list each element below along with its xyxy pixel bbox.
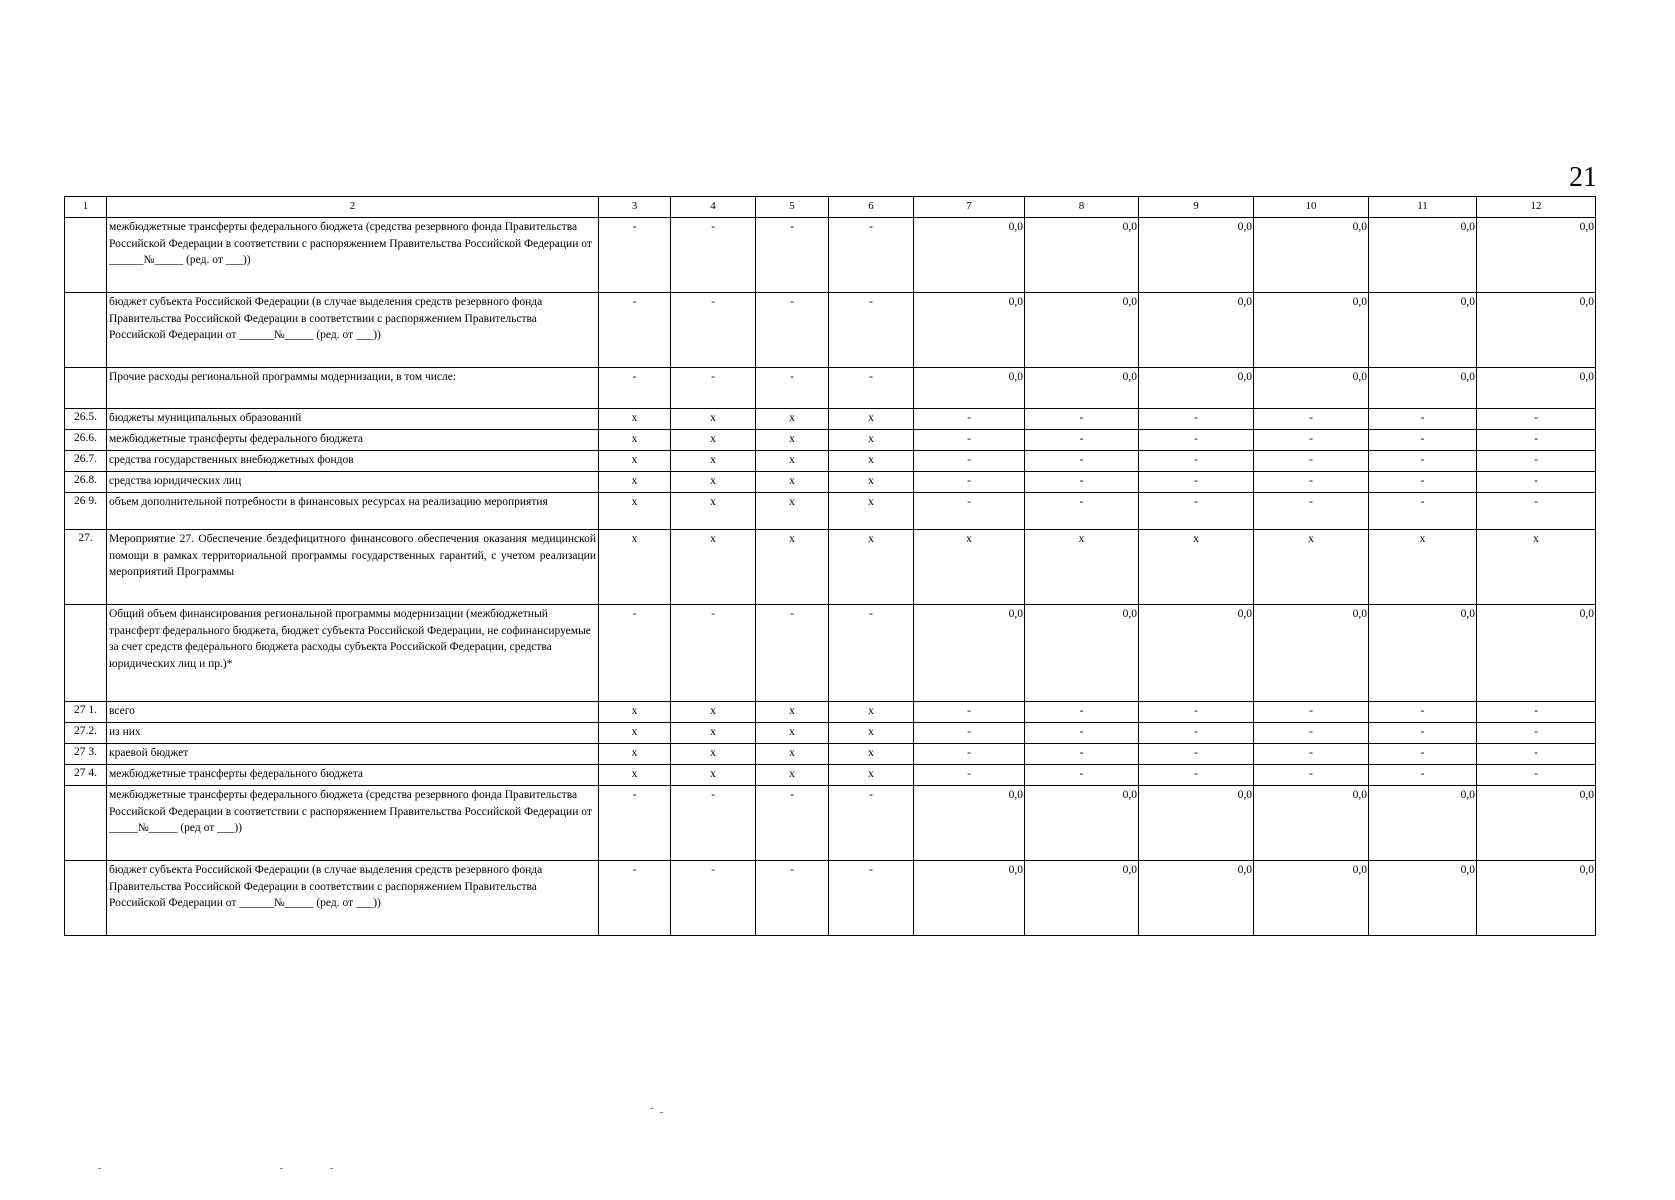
table-row	[65, 723, 1596, 744]
column-header: 12	[1477, 197, 1596, 218]
row-number: 27 3.	[65, 744, 107, 765]
cell-value: 0,0	[1254, 293, 1369, 368]
row-name: объем дополнительной потребности в финансовых ресурсах на реализацию мероприятия	[107, 493, 599, 530]
cell-value: -	[599, 218, 671, 293]
row-number: 26 9.	[65, 493, 107, 530]
cell-value: x	[599, 472, 671, 493]
scan-artifact	[330, 1168, 333, 1169]
cell-value: -	[914, 472, 1025, 493]
cell-value: 0,0	[1254, 368, 1369, 409]
cell-value: x	[829, 765, 914, 786]
cell-value: -	[671, 218, 756, 293]
cell-value: -	[1254, 409, 1369, 430]
cell-value: -	[914, 723, 1025, 744]
cell-value: -	[1477, 723, 1596, 744]
table-row	[65, 451, 1596, 472]
cell-value: -	[1477, 430, 1596, 451]
cell-value: x	[756, 765, 829, 786]
cell-value: x	[756, 451, 829, 472]
row-name: бюджеты муниципальных образований	[107, 409, 599, 430]
row-number: 27.	[65, 530, 107, 605]
row-number: 26.7.	[65, 451, 107, 472]
cell-value: x	[1477, 530, 1596, 605]
cell-value: x	[671, 451, 756, 472]
cell-value: x	[829, 430, 914, 451]
cell-value: -	[914, 765, 1025, 786]
cell-value: -	[914, 430, 1025, 451]
cell-value: x	[1139, 530, 1254, 605]
cell-value: x	[756, 723, 829, 744]
cell-value: -	[671, 293, 756, 368]
table-row	[65, 786, 1596, 861]
cell-value: -	[1477, 702, 1596, 723]
cell-value: x	[599, 493, 671, 530]
cell-value: -	[1025, 451, 1139, 472]
cell-value: -	[1025, 744, 1139, 765]
cell-value: -	[1477, 765, 1596, 786]
cell-value: 0,0	[1477, 368, 1596, 409]
row-name: всего	[107, 702, 599, 723]
row-name: межбюджетные трансферты федерального бюджета (средства резервного фонда Правительства Российской Федерации в соответствии с распоряжением Правительства Российской Федерации от ______№_____ (ред. от ___))	[107, 218, 599, 293]
cell-value: x	[671, 493, 756, 530]
cell-value: x	[829, 451, 914, 472]
cell-value: 0,0	[1369, 218, 1477, 293]
cell-value: -	[1139, 744, 1254, 765]
column-header: 5	[756, 197, 829, 218]
row-name: средства юридических лиц	[107, 472, 599, 493]
cell-value: 0,0	[1025, 605, 1139, 702]
cell-value: -	[1025, 723, 1139, 744]
row-name: бюджет субъекта Российской Федерации (в случае выделения средств резервного фонда Правительства Российской Федерации в соответствии с распоряжением Правительства Российской Федерации от ______№_____ (ред. от ___))	[107, 861, 599, 936]
cell-value: -	[1139, 409, 1254, 430]
cell-value: -	[829, 368, 914, 409]
cell-value: x	[829, 723, 914, 744]
row-number	[65, 605, 107, 702]
column-header: 6	[829, 197, 914, 218]
cell-value: 0,0	[1139, 293, 1254, 368]
cell-value: x	[829, 493, 914, 530]
table-row	[65, 293, 1596, 368]
cell-value: 0,0	[1477, 861, 1596, 936]
cell-value: 0,0	[1254, 605, 1369, 702]
scan-artifact	[98, 1168, 101, 1169]
cell-value: -	[1477, 744, 1596, 765]
cell-value: -	[1025, 765, 1139, 786]
table-row	[65, 409, 1596, 430]
cell-value: x	[829, 409, 914, 430]
cell-value: -	[1139, 702, 1254, 723]
cell-value: -	[829, 293, 914, 368]
row-number	[65, 368, 107, 409]
cell-value: 0,0	[914, 218, 1025, 293]
scan-artifact	[280, 1168, 283, 1169]
cell-value: x	[671, 702, 756, 723]
table-row	[65, 368, 1596, 409]
row-number: 26.8.	[65, 472, 107, 493]
cell-value: -	[829, 218, 914, 293]
cell-value: -	[1254, 744, 1369, 765]
row-number	[65, 786, 107, 861]
cell-value: -	[671, 605, 756, 702]
cell-value: -	[671, 368, 756, 409]
cell-value: -	[756, 786, 829, 861]
cell-value: -	[1369, 702, 1477, 723]
cell-value: -	[829, 861, 914, 936]
row-name: межбюджетные трансферты федерального бюджета	[107, 430, 599, 451]
column-header: 2	[107, 197, 599, 218]
row-name: из них	[107, 723, 599, 744]
cell-value: 0,0	[914, 786, 1025, 861]
table-row	[65, 605, 1596, 702]
table-row	[65, 218, 1596, 293]
cell-value: -	[1025, 493, 1139, 530]
row-name: Общий объем финансирования региональной программы модернизации (межбюджетный трансферт федерального бюджета, бюджет субъекта Российской Федерации, не софинансируемые за счет средств федерального бюджета расходы субъекта Российской Федерации, средства юридических лиц и пр.)*	[107, 605, 599, 702]
cell-value: x	[671, 530, 756, 605]
cell-value: -	[1369, 723, 1477, 744]
cell-value: 0,0	[1369, 605, 1477, 702]
cell-value: x	[756, 530, 829, 605]
cell-value: -	[914, 702, 1025, 723]
cell-value: -	[1254, 472, 1369, 493]
cell-value: x	[599, 409, 671, 430]
cell-value: -	[1369, 451, 1477, 472]
cell-value: x	[599, 702, 671, 723]
cell-value: 0,0	[1477, 218, 1596, 293]
cell-value: -	[1139, 472, 1254, 493]
cell-value: -	[1025, 702, 1139, 723]
cell-value: -	[1477, 493, 1596, 530]
cell-value: 0,0	[1139, 605, 1254, 702]
cell-value: 0,0	[914, 861, 1025, 936]
scan-artifact	[650, 1108, 653, 1109]
cell-value: -	[671, 861, 756, 936]
cell-value: 0,0	[1139, 368, 1254, 409]
cell-value: 0,0	[914, 368, 1025, 409]
cell-value: x	[1254, 530, 1369, 605]
cell-value: x	[671, 430, 756, 451]
column-header: 10	[1254, 197, 1369, 218]
cell-value: x	[829, 472, 914, 493]
cell-value: 0,0	[1139, 218, 1254, 293]
cell-value: x	[829, 530, 914, 605]
cell-value: -	[829, 605, 914, 702]
cell-value: -	[599, 786, 671, 861]
cell-value: x	[599, 744, 671, 765]
cell-value: -	[1254, 702, 1369, 723]
row-name: межбюджетные трансферты федерального бюджета (средства резервного фонда Правительства Российской Федерации в соответствии с распоряжением Правительства Российской Федерации от _____№_____ (ред от ___))	[107, 786, 599, 861]
cell-value: -	[1254, 451, 1369, 472]
cell-value: x	[829, 744, 914, 765]
cell-value: x	[756, 744, 829, 765]
cell-value: x	[671, 472, 756, 493]
table-row	[65, 861, 1596, 936]
row-name: Прочие расходы региональной программы модернизации, в том числе:	[107, 368, 599, 409]
table-row	[65, 430, 1596, 451]
row-name: краевой бюджет	[107, 744, 599, 765]
cell-value: x	[756, 472, 829, 493]
cell-value: -	[1477, 451, 1596, 472]
cell-value: 0,0	[914, 605, 1025, 702]
cell-value: x	[1025, 530, 1139, 605]
cell-value: -	[914, 451, 1025, 472]
cell-value: x	[756, 409, 829, 430]
cell-value: 0,0	[1025, 368, 1139, 409]
cell-value: -	[1139, 430, 1254, 451]
table-row	[65, 765, 1596, 786]
cell-value: 0,0	[1477, 293, 1596, 368]
table-row	[65, 472, 1596, 493]
cell-value: x	[829, 702, 914, 723]
cell-value: 0,0	[1025, 218, 1139, 293]
column-number-header-row	[65, 197, 1596, 218]
cell-value: 0,0	[1369, 861, 1477, 936]
cell-value: x	[671, 723, 756, 744]
cell-value: 0,0	[1025, 786, 1139, 861]
cell-value: x	[914, 530, 1025, 605]
cell-value: 0,0	[914, 293, 1025, 368]
cell-value: 0,0	[1025, 293, 1139, 368]
column-header: 9	[1139, 197, 1254, 218]
cell-value: -	[756, 293, 829, 368]
cell-value: -	[1369, 744, 1477, 765]
cell-value: 0,0	[1369, 293, 1477, 368]
cell-value: 0,0	[1254, 861, 1369, 936]
cell-value: -	[599, 368, 671, 409]
table-row	[65, 493, 1596, 530]
cell-value: -	[599, 861, 671, 936]
cell-value: x	[599, 451, 671, 472]
cell-value: -	[1254, 723, 1369, 744]
financing-table	[64, 196, 1596, 936]
cell-value: 0,0	[1369, 368, 1477, 409]
cell-value: x	[756, 493, 829, 530]
cell-value: -	[1139, 451, 1254, 472]
cell-value: 0,0	[1254, 218, 1369, 293]
cell-value: -	[829, 786, 914, 861]
table-row	[65, 530, 1596, 605]
cell-value: -	[756, 605, 829, 702]
row-number: 27 1.	[65, 702, 107, 723]
cell-value: -	[671, 786, 756, 861]
cell-value: 0,0	[1254, 786, 1369, 861]
row-number	[65, 861, 107, 936]
cell-value: -	[1139, 493, 1254, 530]
cell-value: 0,0	[1369, 786, 1477, 861]
cell-value: -	[1139, 723, 1254, 744]
cell-value: x	[671, 744, 756, 765]
cell-value: x	[1369, 530, 1477, 605]
column-header: 4	[671, 197, 756, 218]
row-number: 26.6.	[65, 430, 107, 451]
cell-value: -	[914, 409, 1025, 430]
cell-value: -	[1477, 472, 1596, 493]
cell-value: x	[599, 430, 671, 451]
cell-value: -	[1254, 430, 1369, 451]
cell-value: x	[671, 409, 756, 430]
column-header: 7	[914, 197, 1025, 218]
cell-value: -	[756, 368, 829, 409]
cell-value: -	[1025, 472, 1139, 493]
cell-value: -	[1369, 430, 1477, 451]
cell-value: -	[1025, 430, 1139, 451]
column-header: 8	[1025, 197, 1139, 218]
cell-value: -	[1025, 409, 1139, 430]
cell-value: -	[914, 744, 1025, 765]
cell-value: -	[756, 218, 829, 293]
cell-value: -	[914, 493, 1025, 530]
cell-value: -	[1254, 765, 1369, 786]
cell-value: x	[599, 765, 671, 786]
cell-value: -	[1369, 409, 1477, 430]
cell-value: x	[756, 702, 829, 723]
cell-value: 0,0	[1477, 605, 1596, 702]
cell-value: x	[756, 430, 829, 451]
cell-value: 0,0	[1139, 786, 1254, 861]
cell-value: -	[1369, 765, 1477, 786]
row-name: межбюджетные трансферты федерального бюджета	[107, 765, 599, 786]
cell-value: -	[1477, 409, 1596, 430]
column-header: 1	[65, 197, 107, 218]
row-name: Мероприятие 27. Обеспечение бездефицитного финансового обеспечения оказания медицинской помощи в рамках территориальной программы государственных гарантий, с учетом реализации мероприятий Программы	[107, 530, 599, 605]
cell-value: x	[599, 530, 671, 605]
row-number: 27.2.	[65, 723, 107, 744]
cell-value: -	[1254, 493, 1369, 530]
cell-value: 0,0	[1477, 786, 1596, 861]
scan-artifact	[660, 1112, 663, 1113]
cell-value: x	[671, 765, 756, 786]
row-number	[65, 218, 107, 293]
table-row	[65, 702, 1596, 723]
cell-value: -	[599, 293, 671, 368]
cell-value: 0,0	[1025, 861, 1139, 936]
cell-value: -	[1139, 765, 1254, 786]
cell-value: x	[599, 723, 671, 744]
table-row	[65, 744, 1596, 765]
row-number: 27 4.	[65, 765, 107, 786]
column-header: 11	[1369, 197, 1477, 218]
row-name: бюджет субъекта Российской Федерации (в случае выделения средств резервного фонда Правительства Российской Федерации в соответствии с распоряжением Правительства Российской Федерации от ______№_____ (ред. от ___))	[107, 293, 599, 368]
column-header: 3	[599, 197, 671, 218]
row-number	[65, 293, 107, 368]
cell-value: -	[1369, 493, 1477, 530]
cell-value: -	[599, 605, 671, 702]
cell-value: -	[756, 861, 829, 936]
cell-value: -	[1369, 472, 1477, 493]
row-number: 26.5.	[65, 409, 107, 430]
cell-value: 0,0	[1139, 861, 1254, 936]
page-number: 21	[1569, 162, 1597, 193]
row-name: средства государственных внебюджетных фондов	[107, 451, 599, 472]
